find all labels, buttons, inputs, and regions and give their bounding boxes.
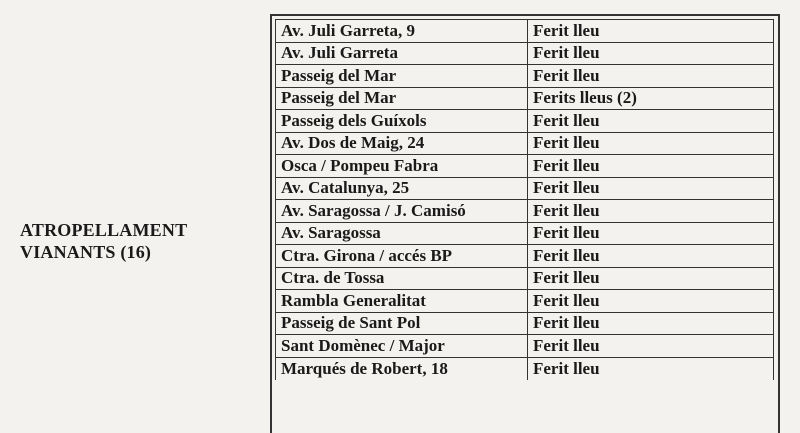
location-cell: Rambla Generalitat — [276, 290, 528, 313]
incidents-table-frame — [270, 14, 780, 433]
severity-cell: Ferit lleu — [528, 357, 774, 380]
category-label-line-2: VIANANTS (16) — [20, 242, 152, 262]
table-row — [276, 132, 774, 155]
table-row — [276, 177, 774, 200]
table-row — [276, 42, 774, 65]
category-label-line-1: ATROPELLAMENT — [20, 220, 188, 240]
severity-cell: Ferit lleu — [528, 200, 774, 223]
severity-cell: Ferit lleu — [528, 177, 774, 200]
table-row — [276, 267, 774, 290]
location-cell: Passeig del Mar — [276, 87, 528, 110]
table-row — [276, 222, 774, 245]
location-cell: Passeig de Sant Pol — [276, 312, 528, 335]
category-label — [20, 219, 187, 263]
location-cell: Ctra. de Tossa — [276, 267, 528, 290]
severity-cell: Ferit lleu — [528, 335, 774, 358]
table-row — [276, 335, 774, 358]
severity-cell: Ferit lleu — [528, 42, 774, 65]
severity-cell: Ferit lleu — [528, 155, 774, 178]
location-cell: Av. Catalunya, 25 — [276, 177, 528, 200]
severity-cell: Ferits lleus (2) — [528, 87, 774, 110]
location-cell: Ctra. Girona / accés BP — [276, 245, 528, 268]
location-cell: Passeig dels Guíxols — [276, 110, 528, 133]
location-cell: Marqués de Robert, 18 — [276, 357, 528, 380]
severity-cell: Ferit lleu — [528, 312, 774, 335]
severity-cell: Ferit lleu — [528, 20, 774, 43]
table-row — [276, 110, 774, 133]
table-row — [276, 155, 774, 178]
severity-cell: Ferit lleu — [528, 222, 774, 245]
location-cell: Av. Juli Garreta, 9 — [276, 20, 528, 43]
table-row — [276, 245, 774, 268]
location-cell: Av. Dos de Maig, 24 — [276, 132, 528, 155]
table-row — [276, 65, 774, 88]
severity-cell: Ferit lleu — [528, 290, 774, 313]
severity-cell: Ferit lleu — [528, 65, 774, 88]
location-cell: Av. Juli Garreta — [276, 42, 528, 65]
location-cell: Av. Saragossa / J. Camisó — [276, 200, 528, 223]
severity-cell: Ferit lleu — [528, 110, 774, 133]
table-row — [276, 357, 774, 380]
table-row — [276, 312, 774, 335]
location-cell: Passeig del Mar — [276, 65, 528, 88]
location-cell: Sant Domènec / Major — [276, 335, 528, 358]
severity-cell: Ferit lleu — [528, 132, 774, 155]
table-row — [276, 20, 774, 43]
table-row — [276, 87, 774, 110]
location-cell: Av. Saragossa — [276, 222, 528, 245]
severity-cell: Ferit lleu — [528, 245, 774, 268]
table-row — [276, 290, 774, 313]
incidents-table — [275, 19, 774, 380]
location-cell: Osca / Pompeu Fabra — [276, 155, 528, 178]
severity-cell: Ferit lleu — [528, 267, 774, 290]
table-row — [276, 200, 774, 223]
